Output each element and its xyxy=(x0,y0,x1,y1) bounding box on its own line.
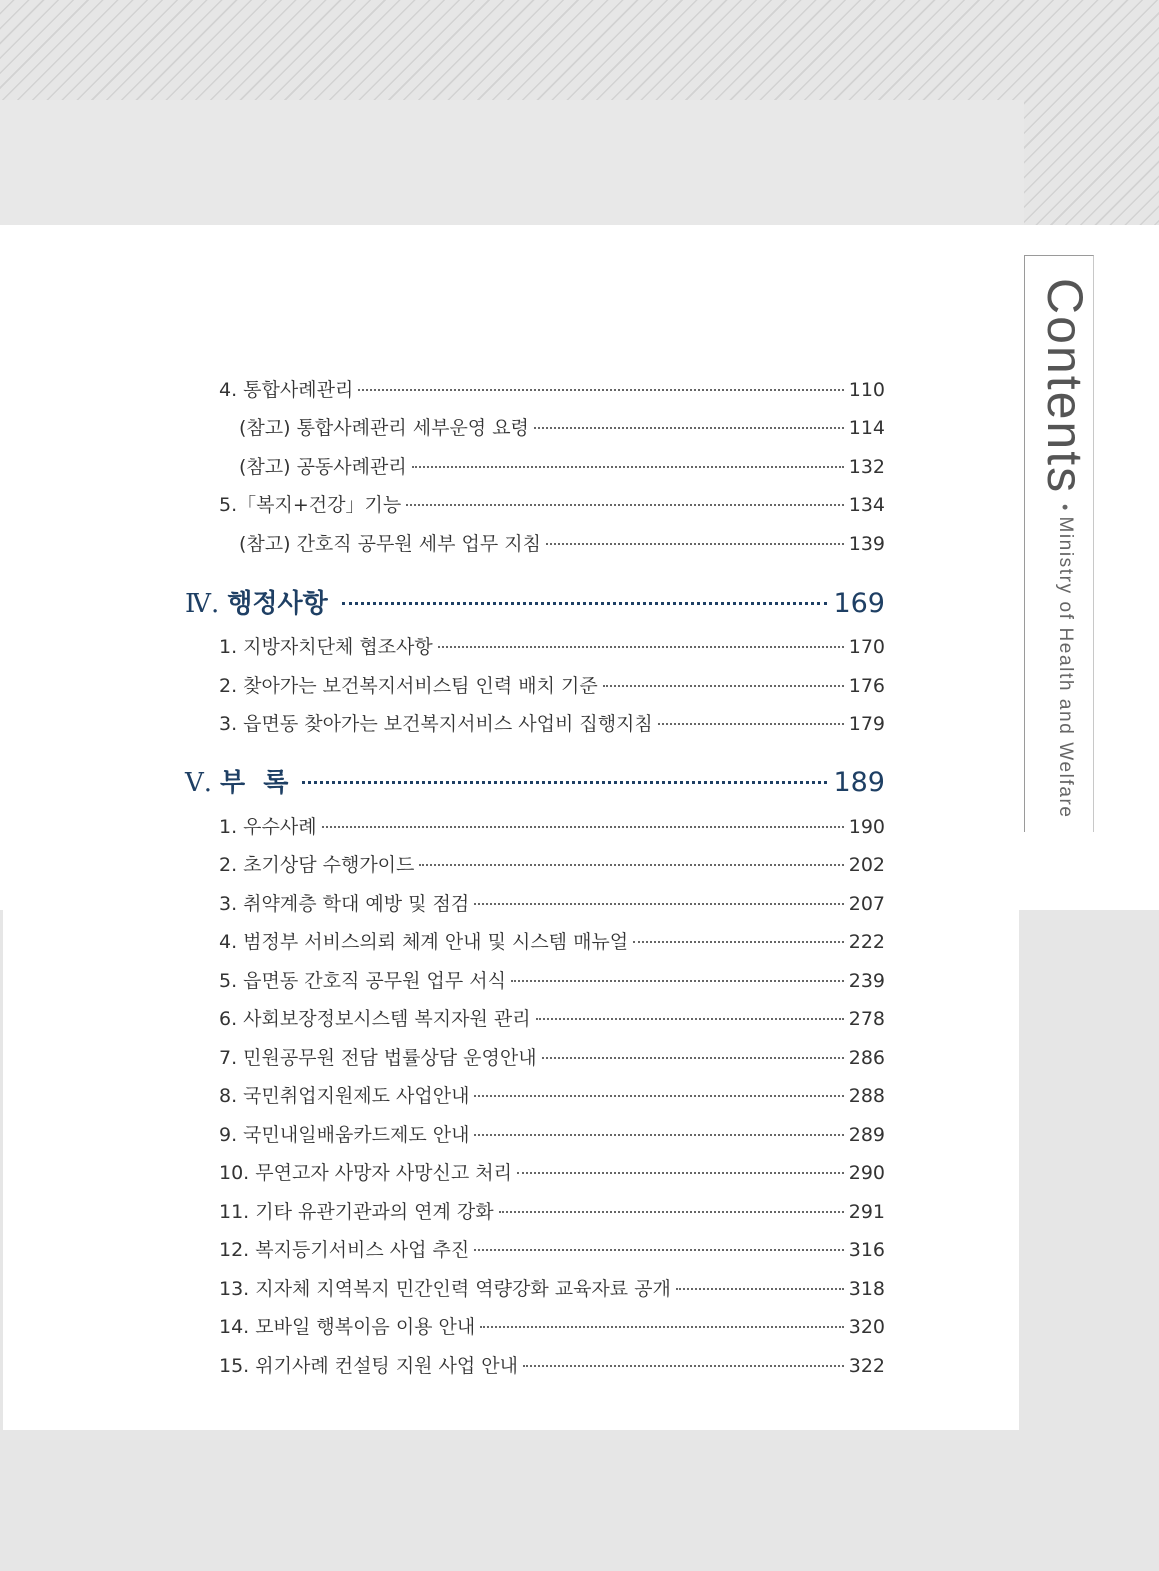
dot-leader xyxy=(633,941,844,943)
dot-leader xyxy=(676,1288,844,1290)
toc-entry[interactable] xyxy=(219,889,885,916)
toc-entry-page: 176 xyxy=(848,675,885,697)
toc-entry-label: 11. 기타 유관기관과의 연계 강화 xyxy=(219,1201,494,1223)
toc-entry[interactable] xyxy=(219,1274,885,1301)
side-tab-subtitle: Ministry of Health and Welfare xyxy=(1055,516,1076,819)
toc-section-v[interactable] xyxy=(185,762,885,799)
section-title: 행정사항 xyxy=(227,589,328,619)
dot-leader xyxy=(342,602,828,605)
dot-leader xyxy=(480,1326,843,1328)
toc-entry[interactable] xyxy=(239,529,885,556)
toc-entry-page: 170 xyxy=(848,636,885,658)
toc-entry-label: 10. 무연고자 사망자 사망신고 처리 xyxy=(219,1162,512,1184)
toc-entry-page: 322 xyxy=(848,1355,885,1377)
dot-leader xyxy=(542,1057,844,1059)
dot-leader xyxy=(499,1211,844,1213)
toc-entry-page: 132 xyxy=(848,456,885,478)
toc-entry-page: 110 xyxy=(848,379,885,401)
toc-entry-page: 318 xyxy=(848,1278,885,1300)
dot-leader xyxy=(412,466,844,468)
toc-entry[interactable] xyxy=(219,1043,885,1070)
dot-leader xyxy=(658,723,844,725)
dot-leader xyxy=(517,1172,844,1174)
toc-entry-label: 1. 지방자치단체 협조사항 xyxy=(219,636,433,658)
toc-entry-page: 202 xyxy=(848,854,885,876)
toc-entry-label: 15. 위기사례 컨설팅 지원 사업 안내 xyxy=(219,1355,519,1377)
toc-section-heading xyxy=(185,762,288,799)
toc-entry[interactable] xyxy=(219,1004,885,1031)
toc-entry-page: 179 xyxy=(848,713,885,735)
toc-entry-label: 5.「복지+건강」기능 xyxy=(219,494,402,516)
toc-entry-label: 5. 읍면동 간호직 공무원 업무 서식 xyxy=(219,970,506,992)
toc-entry-label: 7. 민원공무원 전담 법률상담 운영안내 xyxy=(219,1047,537,1069)
toc-entry-label: 1. 우수사례 xyxy=(219,816,317,838)
dot-leader xyxy=(523,1365,844,1367)
toc-entry-page: 222 xyxy=(848,931,885,953)
dot-leader xyxy=(358,389,843,391)
toc-entry-page: 207 xyxy=(848,893,885,915)
toc-entry[interactable] xyxy=(219,709,885,736)
toc-entry-label: 3. 읍면동 찾아가는 보건복지서비스 사업비 집행지침 xyxy=(219,713,653,735)
dot-leader xyxy=(511,980,844,982)
toc-entry-page: 278 xyxy=(848,1008,885,1030)
toc-entry[interactable] xyxy=(239,413,885,440)
toc-entry-page: 134 xyxy=(848,494,885,516)
toc-entry[interactable] xyxy=(219,490,885,517)
toc-entry-label: 8. 국민취업지원제도 사업안내 xyxy=(219,1085,470,1107)
toc-entry-label: (참고) 통합사례관리 세부운영 요령 xyxy=(239,417,529,439)
toc-entry-page: 190 xyxy=(848,816,885,838)
toc-entry-label: 4. 통합사례관리 xyxy=(219,379,354,401)
toc-section-iv[interactable] xyxy=(185,583,885,620)
toc-entry-label: 3. 취약계층 학대 예방 및 점검 xyxy=(219,893,470,915)
toc-entry[interactable] xyxy=(219,1351,885,1378)
toc-entry[interactable] xyxy=(219,966,885,993)
toc-entry-label: (참고) 간호직 공무원 세부 업무 지침 xyxy=(239,533,541,555)
toc-entry-label: 9. 국민내일배움카드제도 안내 xyxy=(219,1124,470,1146)
toc-entry[interactable] xyxy=(219,927,885,954)
dot-leader xyxy=(546,543,844,545)
dot-leader xyxy=(438,646,844,648)
dot-leader xyxy=(474,1249,844,1251)
toc-entry-page: 286 xyxy=(848,1047,885,1069)
toc-entry[interactable] xyxy=(219,1197,885,1224)
toc-entry-label: 6. 사회보장정보시스템 복지자원 관리 xyxy=(219,1008,531,1030)
dot-leader xyxy=(406,504,844,506)
toc-entry-label: 2. 초기상담 수행가이드 xyxy=(219,854,415,876)
toc-entry-page: 114 xyxy=(848,417,885,439)
toc-entry-page: 239 xyxy=(848,970,885,992)
toc-entry-page: 139 xyxy=(848,533,885,555)
toc-entry-label: 2. 찾아가는 보건복지서비스팀 인력 배치 기준 xyxy=(219,675,598,697)
toc-entry-page: 291 xyxy=(848,1201,885,1223)
side-tab-label xyxy=(1036,278,1094,819)
section-number: Ⅳ. xyxy=(185,589,220,619)
toc-section-heading xyxy=(185,583,328,620)
toc-entry[interactable] xyxy=(219,375,885,402)
toc-entry-page: 288 xyxy=(848,1085,885,1107)
section-number: Ⅴ. xyxy=(185,768,213,798)
toc-entry[interactable] xyxy=(219,1235,885,1262)
toc-entry-label: (참고) 공동사례관리 xyxy=(239,456,407,478)
dot-leader xyxy=(474,1095,843,1097)
dot-leader xyxy=(419,864,843,866)
toc-entry[interactable] xyxy=(219,1158,885,1185)
dot-leader xyxy=(322,826,844,828)
toc-entry-page: 290 xyxy=(848,1162,885,1184)
toc-entry[interactable] xyxy=(219,1081,885,1108)
dot-leader xyxy=(603,685,844,687)
dot-leader xyxy=(474,903,844,905)
toc-entry-label: 13. 지자체 지역복지 민간인력 역량강화 교육자료 공개 xyxy=(219,1278,671,1300)
dot-leader xyxy=(534,427,844,429)
dot-leader xyxy=(474,1134,843,1136)
content-panel xyxy=(0,225,1024,910)
dot-leader xyxy=(536,1018,844,1020)
toc-entry-label: 12. 복지등기서비스 사업 추진 xyxy=(219,1239,470,1261)
toc-entry[interactable] xyxy=(219,812,885,839)
toc-entry[interactable] xyxy=(219,1312,885,1339)
toc-entry[interactable] xyxy=(219,632,885,659)
toc-section-page: 169 xyxy=(833,588,885,619)
toc-entry-page: 316 xyxy=(848,1239,885,1261)
toc-entry-label: 4. 범정부 서비스의뢰 체계 안내 및 시스템 매뉴얼 xyxy=(219,931,629,953)
side-tab-separator: • xyxy=(1055,504,1075,511)
toc-section-page: 189 xyxy=(833,767,885,798)
toc-entry[interactable] xyxy=(239,452,885,479)
toc-entry[interactable] xyxy=(219,1120,885,1147)
header-panel xyxy=(0,100,1024,225)
section-title: 부 록 xyxy=(220,768,289,798)
toc-entry-label: 14. 모바일 행복이음 이용 안내 xyxy=(219,1316,476,1338)
toc-entry[interactable] xyxy=(219,671,885,698)
side-tab-title: Contents xyxy=(1037,278,1093,495)
toc-entry-page: 289 xyxy=(848,1124,885,1146)
dot-leader xyxy=(302,781,827,784)
toc-entry-page: 320 xyxy=(848,1316,885,1338)
toc-entry[interactable] xyxy=(219,850,885,877)
